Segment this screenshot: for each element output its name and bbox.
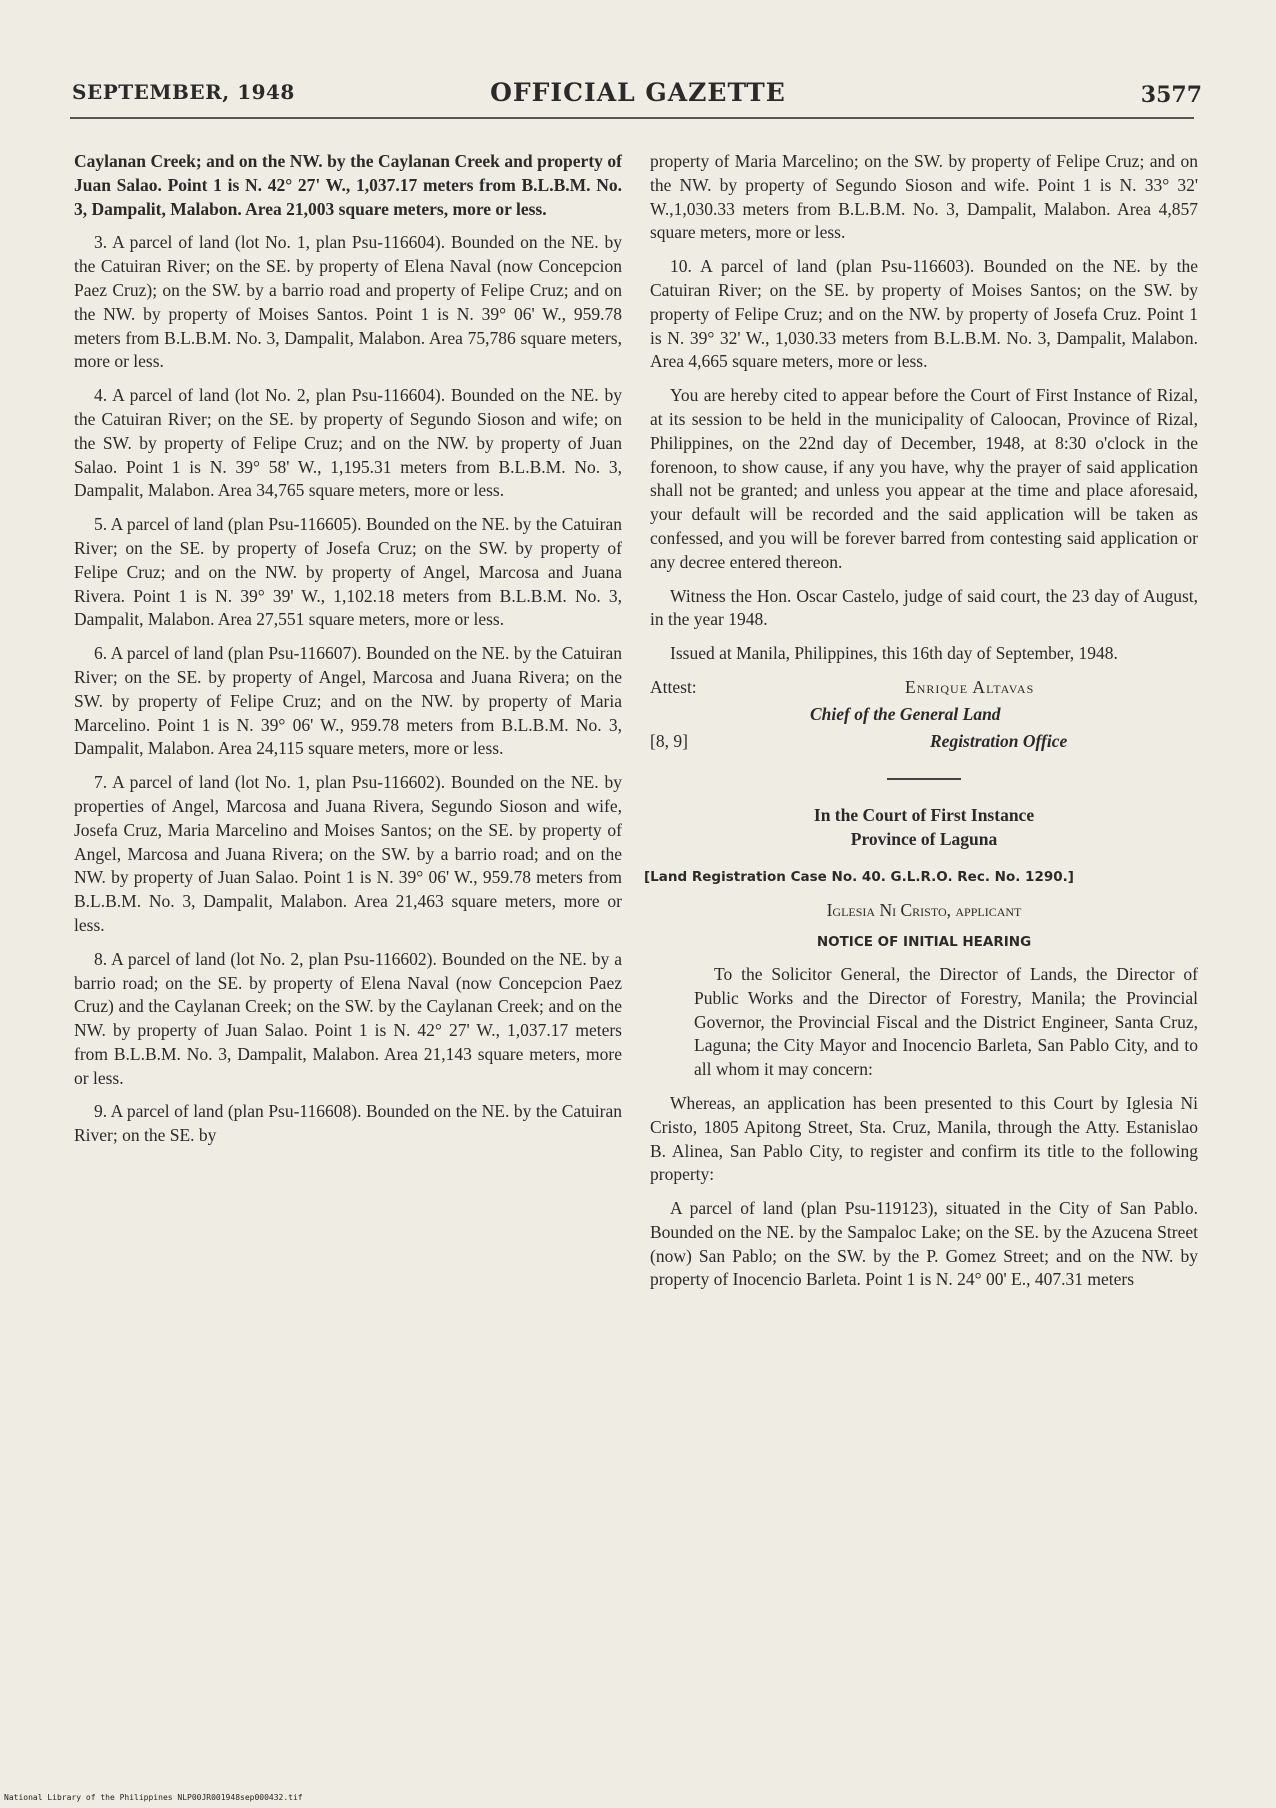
signatory-name: Enrique Altavas xyxy=(905,676,1035,697)
paragraph: 6. A parcel of land (plan Psu-116607). Bounded on the NE. by the Catuiran River; on the SE. by property of Angel, Marcosa and Juana Rivera; on the SW. by property of Felipe Cruz; and on the NW. by property of Maria Marcelino. Point 1 is N. 39° 06' W., 959.78 meters from B.L.B.M. No. 3, Dampalit, Malabon. Area 24,115 square meters, more or less. xyxy=(74,643,622,759)
paragraph: 5. A parcel of land (plan Psu-116605). Bounded on the NE. by the Catuiran River; on the SE. by property of Josefa Cruz; on the SW. by property of Felipe Cruz; and on the NW. by property of Angel, Marcosa and Juana Rivera. Point 1 is N. 39° 39' W., 1,102.18 meters from B.L.B.M. No. 3, Dampalit, Malabon. Area 27,551 square meters, more or less. xyxy=(74,514,622,630)
court-province: Province of Laguna xyxy=(850,828,998,849)
applicant-line: Iglesia Ni Cristo, applicant xyxy=(826,900,1022,921)
paragraph: 9. A parcel of land (plan Psu-116608). Bounded on the NE. by the Catuiran River; on the SE. by xyxy=(74,1101,622,1146)
signatory-title-2: Registration Office xyxy=(930,730,1068,751)
signatory-title-1: Chief of the General Land xyxy=(810,703,1001,724)
header-date: SEPTEMBER, 1948 xyxy=(72,80,295,104)
paragraph: 3. A parcel of land (lot No. 1, plan Psu-116604). Bounded on the NE. by the Catuiran River; on the SE. by property of Elena Naval (now Concepcion Paez Cruz); on the SW. by a barrio road and property of Felipe Cruz; and on the NW. by property of Moises Santos. Point 1 is N. 39° 06' W., 959.78 meters from B.L.B.M. No. 3, Dampalit, Malabon. Area 75,786 square meters, more or less. xyxy=(74,232,622,372)
header-rule xyxy=(70,117,1194,119)
paragraph: Witness the Hon. Oscar Castelo, judge of said court, the 23 day of August, in the year 1948. xyxy=(650,585,1198,630)
page-number: 3577 xyxy=(1140,82,1202,108)
paragraph: 7. A parcel of land (lot No. 1, plan Psu-116602). Bounded on the NE. by properties of Angel, Marcosa and Juana Rivera, Segundo Sioson and wife, Josefa Cruz, Maria Marcelino and Moises Santos; on the SE. by property of Angel, Marcosa and Juana Rivera; on the SW. by a barrio road; and on the NW. by property of Juan Salao. Point 1 is N. 39° 06' W., 959.78 meters from B.L.B.M. No. 3, Dampalit, Malabon. Area 21,463 square meters, more or less. xyxy=(74,772,622,935)
publication-title: OFFICIAL GAZETTE xyxy=(490,78,786,107)
paragraph: 4. A parcel of land (lot No. 2, plan Psu-116604). Bounded on the NE. by the Catuiran River; on the SE. by property of Segundo Sioson and wife; on the SW. by property of Felipe Cruz; and on the NW. by property of Juan Salao. Point 1 is N. 39° 58' W., 1,195.31 meters from B.L.B.M. No. 3, Dampalit, Malabon. Area 34,765 square meters, more or less. xyxy=(74,385,622,501)
paragraph: Caylanan Creek; and on the NW. by the Caylanan Creek and property of Juan Salao. Point 1 is N. 42° 27' W., 1,037.17 meters from B.L.B.M. No. 3, Dampalit, Malabon. Area 21,003 square meters, more or less. xyxy=(74,151,622,219)
scan-footer: National Library of the Philippines NLP00JR001948sep000432.tif xyxy=(4,1793,303,1802)
paragraph: A parcel of land (plan Psu-119123), situated in the City of San Pablo. Bounded on the NE. by the Sampaloc Lake; on the SE. by the Azucena Street (now) San Pablo; on the SW. by the P. Gomez Street; and on the NW. by property of Inocencio Barleta. Point 1 is N. 24° 00' E., 407.31 meters xyxy=(650,1198,1198,1290)
paragraph: Issued at Manila, Philippines, this 16th day of September, 1948. xyxy=(670,643,1118,664)
paragraph: 8. A parcel of land (lot No. 2, plan Psu-116602). Bounded on the NE. by a barrio road; on the SE. by property of Elena Naval (now Concepcion Paez Cruz) and the Caylanan Creek; on the SW. by the Caylanan Creek; and on the NW. by property of Juan Salao. Point 1 is N. 42° 27' W., 1,037.17 meters from B.L.B.M. No. 3, Dampalit, Malabon. Area 21,143 square meters, more or less. xyxy=(74,948,622,1088)
addressee-block: To the Solicitor General, the Director of Lands, the Director of Public Works and the Director of Forestry, Manila; the Provincial Governor, the Provincial Fiscal and the District Engineer, Santa Cruz, Laguna; the City Mayor and Inocencio Barleta, San Pablo City, and to all whom it may concern: xyxy=(694,963,1198,1080)
notice-title: NOTICE OF INITIAL HEARING xyxy=(816,934,1032,951)
section-divider xyxy=(887,778,961,780)
attest-label: Attest: xyxy=(650,676,697,697)
attestation-block xyxy=(650,676,1198,758)
court-heading: In the Court of First Instance xyxy=(813,804,1035,825)
paragraph: property of Maria Marcelino; on the SW. by property of Felipe Cruz; and on the NW. by property of Segundo Sioson and wife. Point 1 is N. 33° 32' W.,1,030.33 meters from B.L.B.M. No. 3, Dampalit, Malabon. Area 4,857 square meters, more or less. xyxy=(650,151,1198,243)
case-reference: [Land Registration Case No. 40. G.L.R.O. Rec. No. 1290.] xyxy=(644,868,1074,885)
paragraph: 10. A parcel of land (plan Psu-116603). Bounded on the NE. by the Catuiran River; on the SE. by property of Moises Santos; on the SW. by property of Felipe Cruz; and on the NW. by property of Josefa Cruz. Point 1 is N. 39° 32' W., 1,030.33 meters from B.L.B.M. No. 3, Dampalit, Malabon. Area 4,665 square meters, more or less. xyxy=(650,256,1198,372)
paragraph: Whereas, an application has been presented to this Court by Iglesia Ni Cristo, 1805 Apitong Street, Sta. Cruz, Manila, through the Atty. Estanislao B. Alinea, San Pablo City, to register and confirm its title to the following property: xyxy=(650,1092,1198,1185)
paragraph: You are hereby cited to appear before the Court of First Instance of Rizal, at its session to be held in the municipality of Caloocan, Province of Rizal, Philippines, on the 22nd day of December, 1948, at 8:30 o'clock in the forenoon, to show cause, if any you have, why the prayer of said application shall not be granted; and unless you appear at the time and place aforesaid, your default will be recorded and the said application will be taken as confessed, and you will be forever barred from contesting said application or any decree entered thereon. xyxy=(650,385,1198,572)
left-column xyxy=(74,150,622,1158)
right-column xyxy=(644,150,1198,1302)
page-header xyxy=(72,80,1204,120)
reference-number: [8, 9] xyxy=(650,730,688,751)
